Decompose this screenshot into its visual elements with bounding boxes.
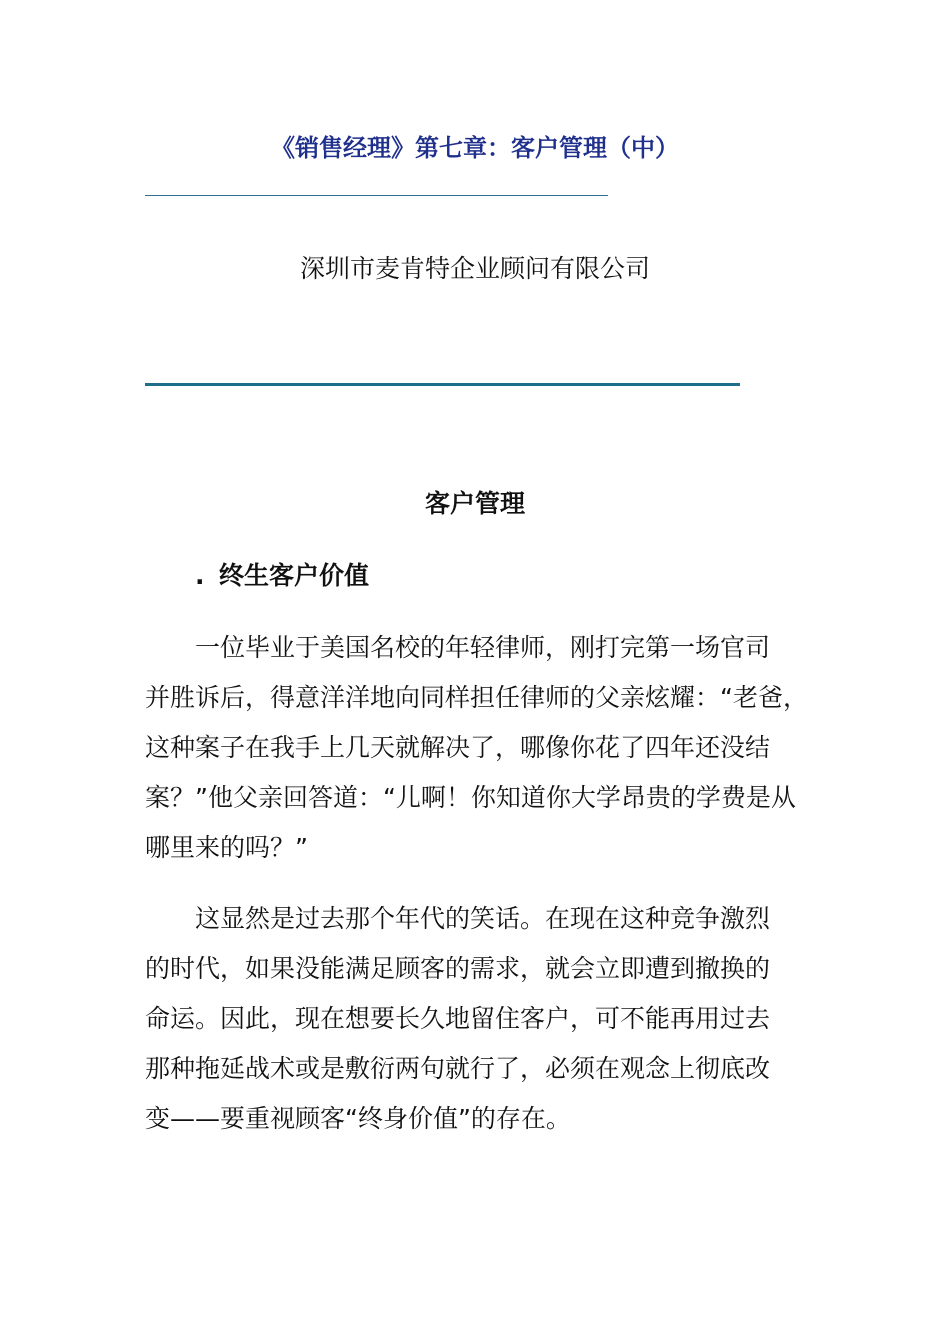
- section-title: 客户管理: [424, 489, 525, 518]
- paragraph: [145, 623, 808, 873]
- paragraph-line: 命运。因此，现在想要长久地留住客户，可不能再用过去: [145, 1004, 771, 1033]
- document-title: 《销售经理》第七章：客户管理（中）: [271, 134, 679, 162]
- paragraph-line: 的时代，如果没能满足顾客的需求，就会立即遭到撤换的: [145, 954, 771, 983]
- paragraph-line: 并胜诉后，得意洋洋地向同样担任律师的父亲炫耀：“老爸，: [145, 683, 808, 712]
- title-divider: [145, 195, 608, 196]
- paragraph-line: 哪里来的吗？”: [145, 833, 308, 862]
- paragraph-line: 案？”他父亲回答道：“儿啊！你知道你大学昂贵的学费是从: [145, 783, 796, 812]
- company-divider: [145, 383, 740, 386]
- paragraph: [145, 894, 805, 1144]
- paragraph-line: 那种拖延战术或是敷衍两句就行了，必须在观念上彻底改: [145, 1054, 771, 1083]
- bullet-marker: .: [195, 561, 205, 590]
- paragraph-line: 这显然是过去那个年代的笑话。在现在这种竞争激烈: [195, 904, 771, 933]
- subsection-title: 终生客户价值: [219, 561, 370, 590]
- subsection-heading: [195, 558, 369, 594]
- paragraph-line: 一位毕业于美国名校的年轻律师，刚打完第一场官司: [195, 633, 771, 662]
- paragraph-line: 变——要重视顾客“终身价值”的存在。: [145, 1104, 571, 1133]
- company-name: 深圳市麦肯特企业顾问有限公司: [299, 254, 650, 283]
- paragraph-line: 这种案子在我手上几天就解决了，哪像你花了四年还没结: [145, 733, 771, 762]
